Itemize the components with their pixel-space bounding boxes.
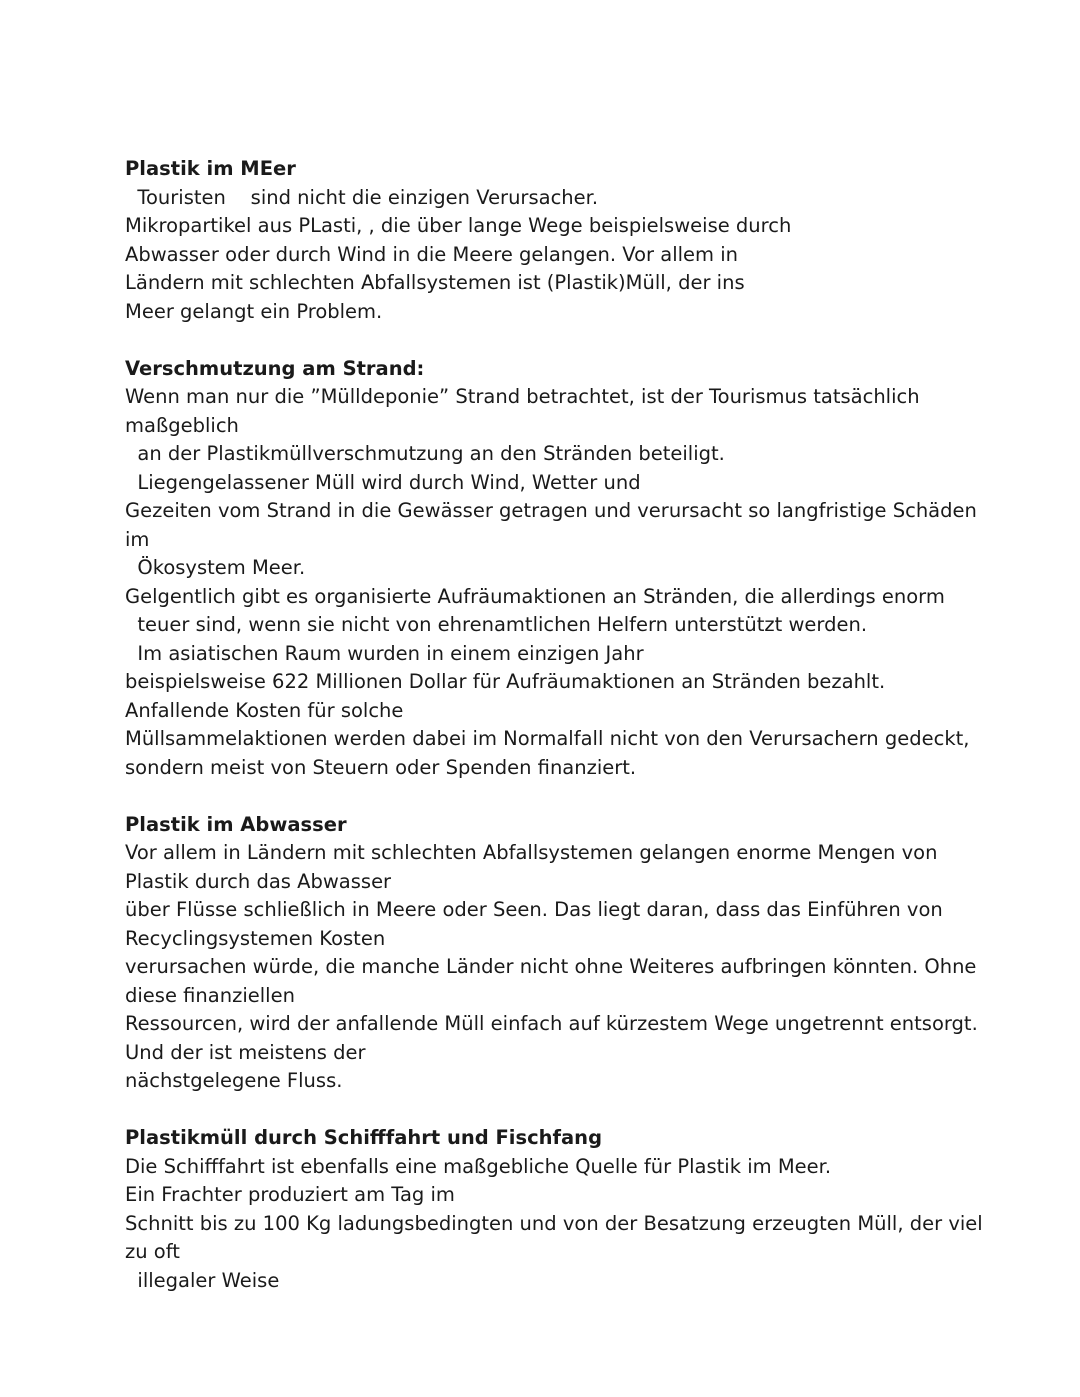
section-heading: Plastik im MEer	[125, 157, 296, 180]
paragraph-line: Liegengelassener Müll wird durch Wind, Wetter und	[125, 470, 641, 494]
paragraph-line: Anfallende Kosten für solche	[125, 698, 404, 722]
paragraph-line: Ein Frachter produziert am Tag im	[125, 1183, 455, 1206]
paragraph-line: verursachen würde, die manche Länder nicht ohne Weiteres aufbringen könnten. Ohne	[125, 955, 977, 978]
document-body	[125, 155, 983, 1295]
paragraph-line: Meer gelangt ein Problem.	[125, 299, 383, 323]
paragraph-line: Recyclingsystemen Kosten	[125, 926, 386, 950]
section-heading: Verschmutzung am Strand:	[125, 356, 425, 380]
paragraph-line: sondern meist von Steuern oder Spenden finanziert.	[125, 755, 637, 779]
paragraph-line: Im asiatischen Raum wurden in einem einzigen Jahr	[125, 641, 644, 665]
paragraph-line: Und der ist meistens der	[125, 1040, 366, 1064]
paragraph-line: Vor allem in Ländern mit schlechten Abfallsystemen gelangen enorme Mengen von	[125, 841, 938, 864]
paragraph-line: im	[125, 527, 150, 551]
paragraph-line: Ländern mit schlechten Abfallsystemen ist (Plastik)Müll, der ins	[125, 271, 745, 294]
paragraph-line: beispielsweise 622 Millionen Dollar für Aufräumaktionen an Stränden bezahlt.	[125, 670, 886, 693]
section-plastik-im-abwasser	[125, 811, 978, 1096]
section-plastik-im-meer	[125, 155, 955, 326]
paragraph-line: Müllsammelaktionen werden dabei im Normalfall nicht von den Verursachern gedeckt,	[125, 727, 970, 750]
paragraph-line: Gelgentlich gibt es organisierte Aufräumaktionen an Stränden, die allerdings enorm	[125, 584, 945, 608]
section-spacer	[125, 326, 955, 355]
paragraph-line: Schnitt bis zu 100 Kg ladungsbedingten und von der Besatzung erzeugten Müll, der viel	[125, 1211, 983, 1235]
section-spacer	[125, 1096, 955, 1125]
paragraph-line: Ökosystem Meer.	[125, 556, 306, 579]
paragraph-line: Touristen sind nicht die einzigen Verursacher.	[125, 185, 599, 209]
paragraph-line: Mikropartikel aus PLasti, , die über lange Wege beispielsweise durch	[125, 214, 792, 237]
paragraph-line: über Flüsse schließlich in Meere oder Seen. Das liegt daran, dass das Einführen von	[125, 898, 943, 921]
section-schifffahrt-fischfang	[125, 1124, 983, 1295]
paragraph-line: Plastik durch das Abwasser	[125, 869, 392, 893]
paragraph-line: teuer sind, wenn sie nicht von ehrenamtlichen Helfern unterstützt werden.	[125, 613, 868, 636]
section-heading: Plastik im Abwasser	[125, 812, 347, 836]
paragraph-line: Abwasser oder durch Wind in die Meere gelangen. Vor allem in	[125, 242, 739, 266]
paragraph-line: an der Plastikmüllverschmutzung an den Stränden beteiligt.	[125, 442, 725, 465]
paragraph-line: nächstgelegene Fluss.	[125, 1069, 343, 1092]
paragraph-line: Die Schifffahrt ist ebenfalls eine maßgebliche Quelle für Plastik im Meer.	[125, 1154, 832, 1178]
paragraph-line: illegaler Weise	[125, 1268, 280, 1292]
section-spacer	[125, 782, 955, 811]
paragraph-line: maßgeblich	[125, 413, 239, 437]
paragraph-line: zu oft	[125, 1240, 180, 1263]
paragraph-line: diese finanziellen	[125, 983, 295, 1007]
paragraph-line: Gezeiten vom Strand in die Gewässer getragen und verursacht so langfristige Schäden	[125, 499, 977, 522]
paragraph-line: Ressourcen, wird der anfallende Müll einfach auf kürzestem Wege ungetrennt entsorgt.	[125, 1012, 978, 1035]
section-verschmutzung-am-strand	[125, 355, 977, 783]
section-heading: Plastikmüll durch Schifffahrt und Fischfang	[125, 1126, 603, 1149]
paragraph-line: Wenn man nur die ”Mülldeponie” Strand betrachtet, ist der Tourismus tatsächlich	[125, 385, 920, 408]
